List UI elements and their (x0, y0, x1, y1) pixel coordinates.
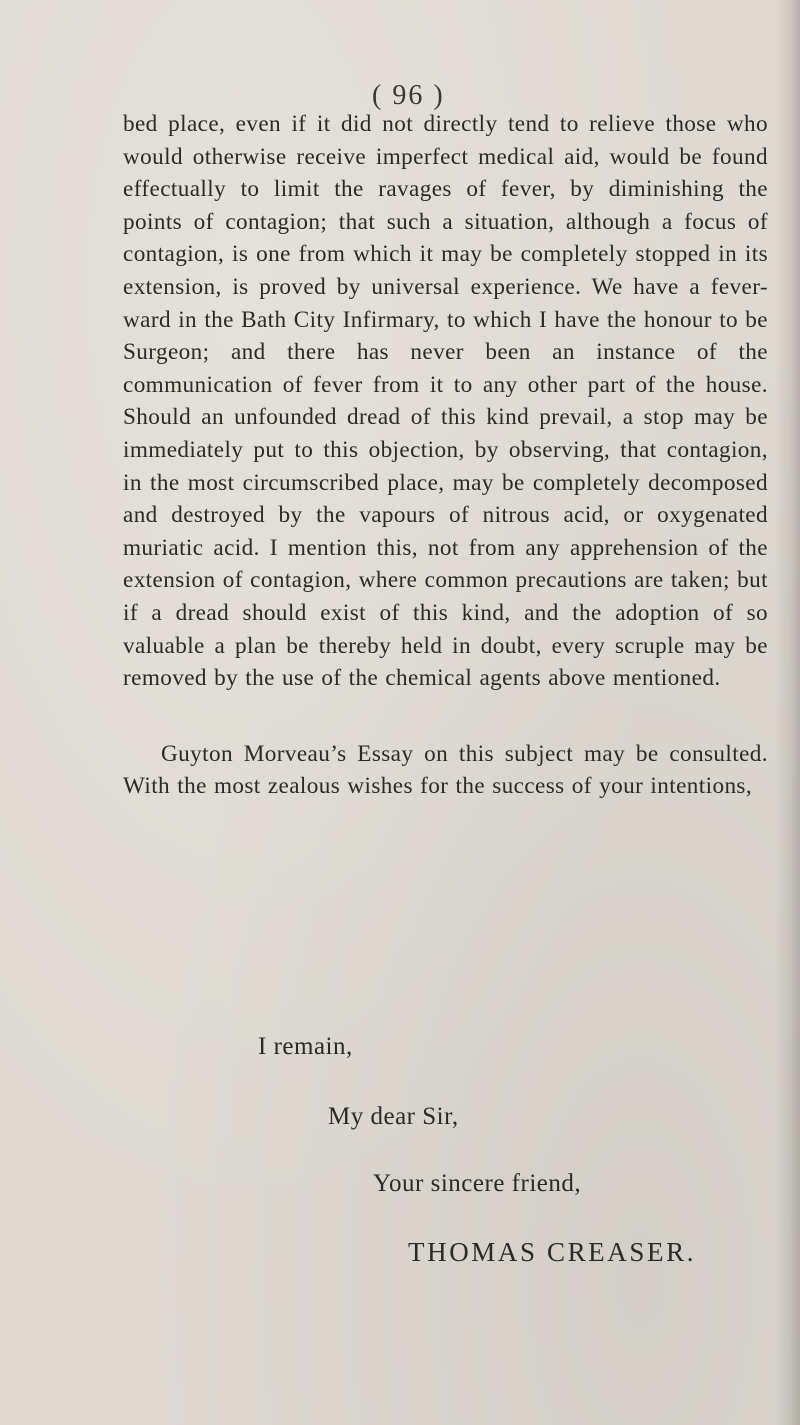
letter-body (123, 108, 768, 803)
page-edge-shadow (774, 0, 800, 1425)
page-number: ( 96 ) (372, 80, 445, 111)
closing-remain: I remain, (258, 1033, 353, 1060)
closing-salutation: My dear Sir, (328, 1103, 459, 1130)
paragraph-main: bed place, even if it did not directly tend to relieve those who would otherwise receive imperfect medical aid, would be found effectually to limit the ravages of fever, by diminishing the points of contagion; that such a situation, although a focus of contagion, is one from which it may be completely stopped in its extension, is proved by universal experience. We have a fever-ward in the Bath City Infirmary, to which I have the honour to be Surgeon; and there has never been an instance of the communication of fever from it to any other part of the house. Should an unfounded dread of this kind prevail, a stop may be immediately put to this objection, by observing, that contagion, in the most circumscribed place, may be completely decomposed and destroyed by the vapours of nitrous acid, or oxygenated muriatic acid. I mention this, not from any apprehension of the extension of contagion, where common precautions are taken; but if a dread should exist of this kind, and the adoption of so valuable a plan be thereby held in doubt, every scruple may be removed by the use of the chemical agents above mentioned. (123, 111, 768, 692)
paragraph-guyton: Guyton Morveau’s Essay on this subject may be consulted. With the most zealous wishes for the success of your intentions, (123, 740, 768, 800)
signature: THOMAS CREASER. (408, 1237, 697, 1267)
closing-friend: Your sincere friend, (373, 1170, 582, 1197)
